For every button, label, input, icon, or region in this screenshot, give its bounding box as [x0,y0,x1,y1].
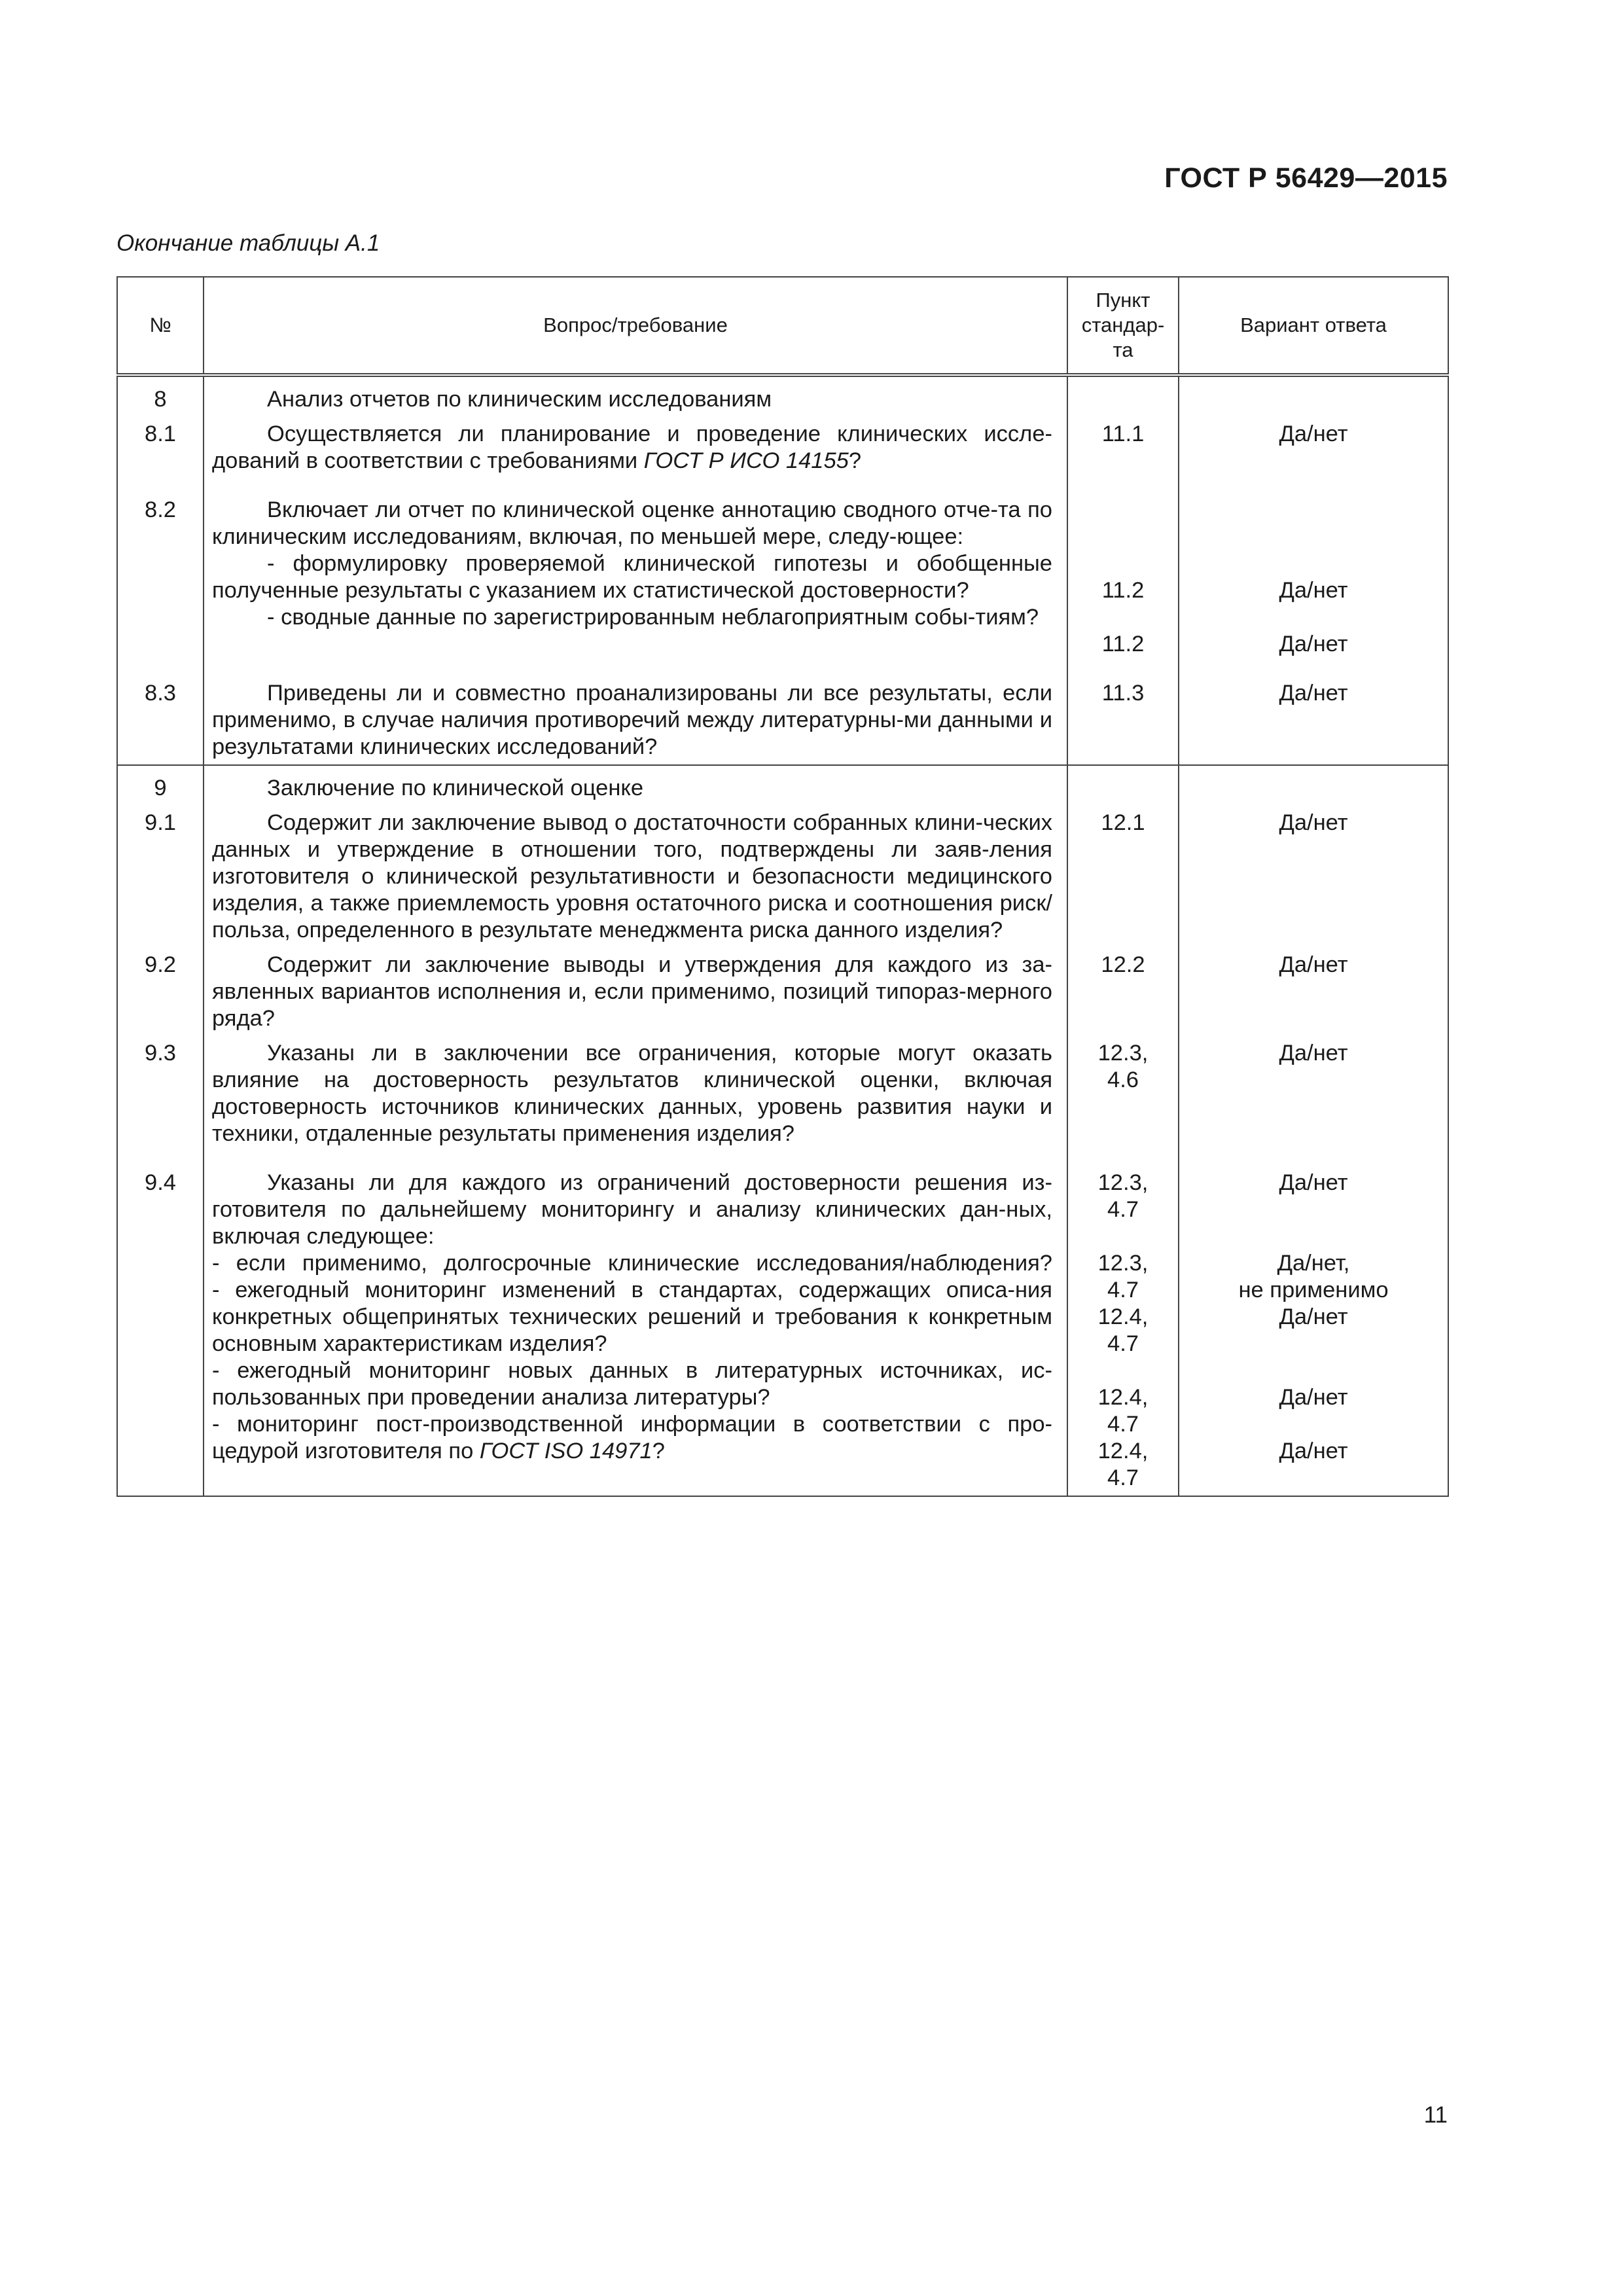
row-clause: 12.3, 4.7 12.3, 4.7 12.4, 4.7 12.4, 4.7 12.4, 4.7 [1067,1151,1179,1496]
row-question: Указаны ли для каждого из ограничений достоверности решения из-готовителя по дальнейшему мониторингу и анализу клинических дан-ных, включая следующее: - если применимо, долгосрочные клинические исследования/наблюдения? - ежегодный мониторинг изменений в стандартах, содержащих описа-ния конкретных общепринятых технических решений и требования к конкретным основным характеристикам изделия? - ежегодный мониторинг новых данных в литературных источниках, ис-пользованных при проведении анализа литературы? - мониторинг пост-производственной информации в соответствии с про-цедурой изготовителя по ГОСТ ISO 14971? [204,1151,1067,1496]
header-question: Вопрос/требование [204,277,1067,375]
row-clause: 11.2 11.2 [1067,478,1179,662]
sub-item: - ежегодный мониторинг изменений в стандартах, содержащих описа-ния конкретных общепринятых технических решений и требования к конкретным основным характеристикам изделия? [212,1278,1052,1356]
row-question: Осуществляется ли планирование и проведение клинических иссле-дований в соответствии с требованиями ГОСТ Р ИСО 14155? [204,417,1067,478]
row-num: 8 [117,375,204,417]
table-row [117,478,1448,662]
row-question: Включает ли отчет по клинической оценке аннотацию сводного отче-та по клиническим исследованиям, включая, по меньшей мере, следу-ющее: - формулировку проверяемой клинической гипотезы и обобщенные полученные результаты с указанием их статистической достоверности? - сводные данные по зарегистрированным неблагоприятным собы-тиям? [204,478,1067,662]
row-answer: Да/нет [1179,806,1448,948]
table-caption: Окончание таблицы А.1 [116,230,380,256]
section-title: Анализ отчетов по клиническим исследованиям [267,387,772,412]
sub-item: - ежегодный мониторинг новых данных в литературных источниках, ис-пользованных при проведении анализа литературы? [212,1358,1052,1410]
table-row [117,417,1448,478]
header-clause-line-3: та [1113,338,1133,361]
table-row [117,1151,1448,1496]
section-9 [117,765,1448,1496]
table-row [117,662,1448,765]
row-clause: 12.3, 4.6 [1067,1036,1179,1151]
header-answer: Вариант ответа [1179,277,1448,375]
row-answer: Да/нет [1179,948,1448,1036]
document-code: ГОСТ Р 56429—2015 [1164,162,1448,194]
table-row [117,765,1448,806]
row-num: 9.3 [117,1036,204,1151]
sub-item: - если применимо, долгосрочные клинические исследования/наблюдения? [212,1251,1052,1276]
header-clause-line-1: Пункт [1096,289,1150,312]
table-header [117,277,1448,375]
row-answer: Да/нет [1179,417,1448,478]
row-answer: Да/нет [1179,662,1448,765]
sub-item: - сводные данные по зарегистрированным неблагоприятным собы-тиям? [267,605,1039,630]
table-row [117,948,1448,1036]
table-row [117,1036,1448,1151]
header-num: № [117,277,204,375]
row-num: 9.4 [117,1151,204,1496]
header-clause-line-2: стандар- [1081,314,1165,336]
table-row [117,375,1448,417]
sub-item: - формулировку проверяемой клинической гипотезы и обобщенные полученные результаты с указанием их статистической достоверности? [212,551,1052,603]
row-question: Содержит ли заключение вывод о достаточности собранных клини-ческих данных и утверждение в отношении того, подтверждены ли заяв-ления изготовителя о клинической результативности и безопасности медицинского изделия, а также приемлемость уровня остаточного риска и соотношения риск/польза, определенного в результате менеджмента риска данного изделия? [204,806,1067,948]
standard-reference: ГОСТ Р ИСО 14155 [643,448,849,473]
sub-item: - мониторинг пост-производственной информации в соответствии с про-цедурой изготовителя по ГОСТ ISO 14971? [212,1412,1052,1463]
row-question: Приведены ли и совместно проанализированы ли все результаты, если применимо, в случае наличия противоречий между литературны-ми данными и результатами клинических исследований? [204,662,1067,765]
page-number: 11 [1423,2102,1448,2128]
row-num: 9 [117,765,204,806]
row-clause: 12.1 [1067,806,1179,948]
row-answer: Да/нет [1179,1036,1448,1151]
row-question: Содержит ли заключение выводы и утверждения для каждого из за-явленных вариантов исполнения и, если применимо, позиций типораз-мерного ряда? [204,948,1067,1036]
header-clause [1067,277,1179,375]
row-num: 9.1 [117,806,204,948]
section-8 [117,375,1448,765]
row-num: 8.1 [117,417,204,478]
row-answer: Да/нет Да/нет [1179,478,1448,662]
row-question: Указаны ли в заключении все ограничения, которые могут оказать влияние на достоверность результатов клинической оценки, включая достоверность источников клинических данных, уровень развития науки и техники, отдаленные результаты применения изделия? [204,1036,1067,1151]
row-clause: 12.2 [1067,948,1179,1036]
row-num: 8.3 [117,662,204,765]
table-row [117,806,1448,948]
row-answer: Да/нет Да/нет, не применимо Да/нет Да/нет Да/нет [1179,1151,1448,1496]
row-num: 8.2 [117,478,204,662]
standard-reference: ГОСТ ISO 14971 [479,1439,652,1463]
row-clause: 11.1 [1067,417,1179,478]
section-title: Заключение по клинической оценке [267,776,644,800]
requirements-table [116,276,1449,1497]
row-num: 9.2 [117,948,204,1036]
row-clause: 11.3 [1067,662,1179,765]
